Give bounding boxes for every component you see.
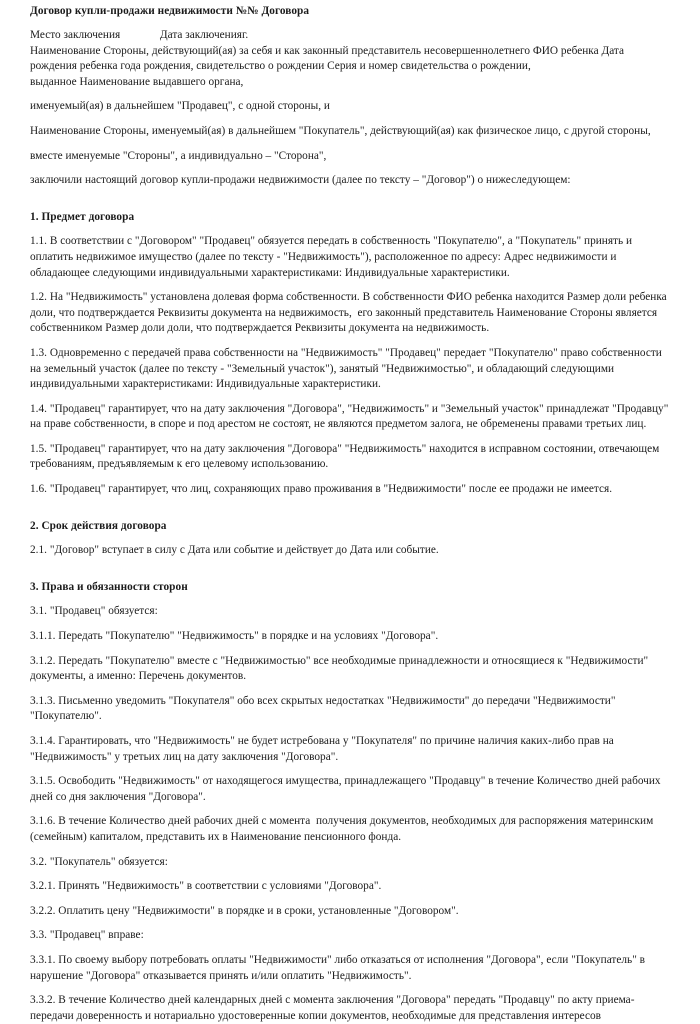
preamble-block <box>30 28 670 90</box>
page-title: Договор купли-продажи недвижимости №№ Договора <box>30 5 310 17</box>
clause-3-1-6: 3.1.6. В течение Количество дней рабочих дней с момента получения документов, необходимых для распоряжения материнским (семейным) капиталом, представить их в Наименование пенсионного фонда. <box>30 815 657 843</box>
clause-1-4: 1.4. "Продавец" гарантирует, что на дату заключения "Договора", "Недвижимость" и "Земельный участок" принадлежат "Продавцу" на праве собственности, в споре и под арестом не состоят, не являются предметом залога, не обременены правами третьих лиц. <box>30 402 672 431</box>
clause-1-5: 1.5. "Продавец" гарантирует, что на дату заключения "Договора" "Недвижимость" находится в исправном состоянии, отвечающем требованиям, предъявляемым к его целевому использованию. <box>30 442 663 471</box>
clause-1-1: 1.1. В соответствии с "Договором" "Продавец" обязуется передать в собственность "Покупателю", а "Покупатель" принять и оплатить недвижимое имущество (далее по тексту - "Недвижимость"), расположенное по адресу: Адрес недвижимости и обладающее следующими индивидуальными характеристиками: Индивидуальные характеристики. <box>30 235 635 279</box>
buyer-alias-paragraph: Наименование Стороны, именуемый(ая) в дальнейшем "Покупатель", действующий(ая) как физическое лицо, с другой стороны, <box>30 124 651 137</box>
conclusion-paragraph: заключили настоящий договор купли-продажи недвижимости (далее по тексту – "Договор") о нижеследующем: <box>30 174 571 187</box>
clause-3-1-3: 3.1.3. Письменно уведомить "Покупателя" обо всех скрытых недостатках "Недвижимости" до передачи "Недвижимости" "Покупателю". <box>30 694 619 723</box>
clause-1-3: 1.3. Одновременно с передачей права собственности на "Недвижимость" "Продавец" передает "Покупателю" право собственности на земельный участок (далее по тексту - "Земельный участок"), занятый "Недвижимостью", и обладающий следующими индивидуальными характеристиками: Индивидуальные характеристики. <box>30 346 665 391</box>
seller-party-line-2: выданное Наименование выдавшего органа, <box>30 75 244 88</box>
parties-joint-paragraph: вместе именуемые "Стороны", а индивидуально – "Сторона", <box>30 149 327 162</box>
clause-3-1-5: 3.1.5. Освободить "Недвижимость" от находящегося имущества, принадлежащего "Продавцу" в течение Количество дней рабочих дней со дня заключения "Договора". <box>30 775 664 803</box>
clause-3-3-2: 3.3.2. В течение Количество дней календарных дней с момента заключения "Договора" передать "Продавцу" по акту приема-передачи доверенность и нотариально удостоверенные копии документов, необходимые для представления интересов <box>30 994 635 1022</box>
clause-3-2-2: 3.2.2. Оплатить цену "Недвижимости" в порядке и в сроки, установленные "Договором". <box>30 904 459 917</box>
seller-party-line-1: Наименование Стороны, действующий(ая) за себя и как законный представитель несовершеннолетнего ФИО ребенка Дата рождения ребенка года рождения, свидетельство о рождении Серия и номер свидетельства о рождении, <box>30 44 627 73</box>
clause-3-3: 3.3. "Продавец" вправе: <box>30 929 144 942</box>
place-and-date-line: Место заключения Дата заключенияг. <box>30 29 249 41</box>
section-heading-3: 3. Права и обязанности сторон <box>30 580 188 593</box>
clause-1-2: 1.2. На "Недвижимость" установлена долевая форма собственности. В собственности ФИО ребенка находится Размер доли ребенка доли, что подтверждается Реквизиты документа на недвижимость, его законный представитель Наименование Стороны является собственником Размер доли доли, что подтверждается Реквизиты документа на недвижимость. <box>30 291 670 335</box>
clause-3-3-1: 3.3.1. По своему выбору потребовать оплаты "Недвижимости" либо отказаться от исполнения "Договора", если "Покупатель" в нарушение "Договора" отказывается принять и/или оплатить "Недвижимость". <box>30 953 648 982</box>
clause-3-1: 3.1. "Продавец" обязуется: <box>30 605 158 618</box>
clause-3-1-2: 3.1.2. Передать "Покупателю" вместе с "Недвижимостью" все необходимые принадлежности и относящиеся к "Недвижимости" документы, а именно: Перечень документов. <box>30 654 651 683</box>
section-heading-1: 1. Предмет договора <box>30 210 135 223</box>
clause-3-1-1: 3.1.1. Передать "Покупателю" "Недвижимость" в порядке и на условиях "Договора". <box>30 630 439 643</box>
clause-3-2-1: 3.2.1. Принять "Недвижимость" в соответствии с условиями "Договора". <box>30 880 382 893</box>
seller-alias-paragraph: именуемый(ая) в дальнейшем "Продавец", с одной стороны, и <box>30 100 330 113</box>
clause-3-2: 3.2. "Покупатель" обязуется: <box>30 855 168 868</box>
clause-3-1-4: 3.1.4. Гарантировать, что "Недвижимость" не будет истребована у "Покупателя" по причине наличия каких-либо прав на "Недвижимость" у третьих лиц на дату заключения "Договора". <box>30 735 617 763</box>
clause-2-1: 2.1. "Договор" вступает в силу с Дата или событие и действует до Дата или событие. <box>30 544 439 557</box>
clause-1-6: 1.6. "Продавец" гарантирует, что лиц, сохраняющих право проживания в "Недвижимости" после ее продажи не имеется. <box>30 483 613 496</box>
section-heading-2: 2. Срок действия договора <box>30 519 167 532</box>
